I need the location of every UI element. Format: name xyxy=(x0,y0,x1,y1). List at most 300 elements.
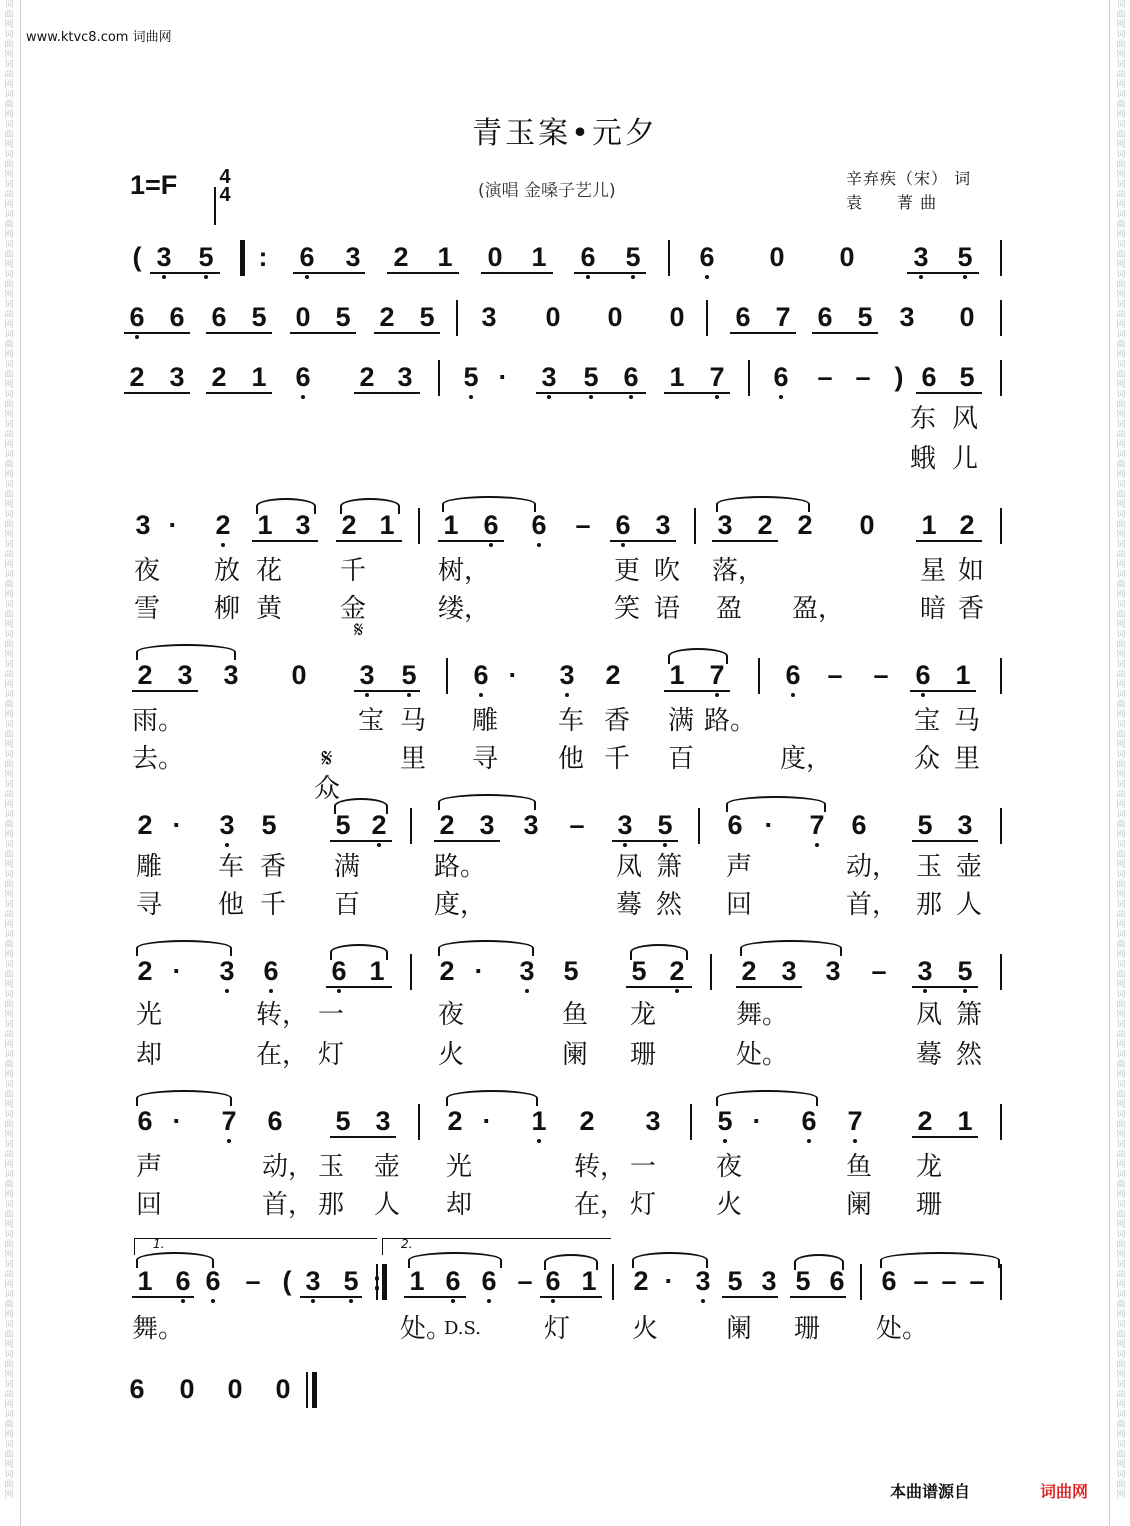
note: 6 xyxy=(124,302,150,332)
beam xyxy=(124,392,190,394)
note: – xyxy=(245,1266,261,1296)
lyric: 柳 xyxy=(213,594,240,624)
barline xyxy=(418,508,420,544)
note: 5 xyxy=(652,810,678,840)
slur xyxy=(630,944,688,960)
barline xyxy=(706,300,708,336)
beam xyxy=(387,272,459,274)
volta-2-label: 2. xyxy=(401,1237,413,1251)
lyric: 声 xyxy=(725,852,752,882)
barline xyxy=(698,808,700,844)
lyric: 去。 xyxy=(132,744,185,774)
note: 0 xyxy=(769,242,785,272)
time-top: 4 xyxy=(219,166,231,188)
barline xyxy=(410,954,412,990)
note: 1 xyxy=(669,362,685,392)
lyric: 盈 xyxy=(715,594,742,624)
slur xyxy=(442,496,536,512)
barline xyxy=(438,360,440,396)
lyric: 人 xyxy=(955,890,982,920)
lyric: 香 xyxy=(259,852,286,882)
lyric: 箫 xyxy=(955,1000,982,1030)
note: 3 xyxy=(655,510,671,540)
note: 7 xyxy=(775,302,791,332)
note: – xyxy=(517,1266,533,1296)
barline xyxy=(860,1264,862,1300)
note: 6 xyxy=(618,362,644,392)
note: 3 xyxy=(214,956,240,986)
note: 6 xyxy=(326,956,352,986)
lyric: 千 xyxy=(603,744,630,774)
note: 1 xyxy=(437,242,453,272)
lyric: 火 xyxy=(715,1190,742,1220)
barline xyxy=(1000,300,1002,336)
lyric: 他 xyxy=(557,744,584,774)
lyric: 然 xyxy=(655,890,682,920)
lyricist-credit: 辛弃疾（宋） 词 xyxy=(846,169,972,188)
beam xyxy=(290,332,356,334)
lyric: 众 xyxy=(913,744,940,774)
barline xyxy=(410,808,412,844)
note: 6 xyxy=(851,810,867,840)
lyric: 人 xyxy=(373,1190,400,1220)
barline xyxy=(748,360,750,396)
beam xyxy=(330,840,392,842)
note: 3 xyxy=(761,1266,777,1296)
beam xyxy=(790,1296,846,1298)
lyric: 雕 xyxy=(135,852,162,882)
note: 6 xyxy=(200,1266,226,1296)
lyric: 路。 xyxy=(434,852,487,882)
note: 6 xyxy=(610,510,636,540)
time-bottom: 4 xyxy=(219,184,231,206)
beam xyxy=(330,1136,396,1138)
note: 3 xyxy=(345,242,361,272)
note: 2 xyxy=(137,810,153,840)
segno-sign: 𝄋 xyxy=(354,618,364,643)
key-signature: 1=F xyxy=(130,170,178,200)
note: 6 xyxy=(129,1374,145,1404)
note: 3 xyxy=(912,956,938,986)
lyric: 处。 xyxy=(876,1314,929,1344)
note: 2 xyxy=(757,510,773,540)
slur xyxy=(136,1252,214,1268)
lyric: 语 xyxy=(653,594,680,624)
note: 1 xyxy=(526,1106,552,1136)
note: 1 xyxy=(443,510,459,540)
lyric: 千 xyxy=(259,890,286,920)
barline xyxy=(446,658,448,694)
slur xyxy=(446,1090,538,1106)
lyric: 凤 xyxy=(615,852,642,882)
lyric: 却 xyxy=(445,1190,472,1220)
lyric: 车 xyxy=(217,852,244,882)
note: 3 xyxy=(899,302,915,332)
beam xyxy=(434,840,500,842)
site-url: www.ktvc8.com 词曲网 xyxy=(26,30,172,45)
lyric: 动， xyxy=(262,1152,315,1182)
note: – xyxy=(575,510,591,540)
note: 0 xyxy=(295,302,311,332)
note: 2 xyxy=(605,660,621,690)
note: 2 xyxy=(447,1106,463,1136)
slur xyxy=(880,1252,1000,1268)
slur xyxy=(438,940,534,956)
note: 6 xyxy=(910,660,936,690)
note: 6 xyxy=(476,1266,502,1296)
note: · xyxy=(172,1106,182,1136)
note: 5 xyxy=(952,956,978,986)
note: 5 xyxy=(620,242,646,272)
lyric: 凤 xyxy=(915,1000,942,1030)
lyric: 箫 xyxy=(655,852,682,882)
slur xyxy=(330,944,388,960)
lyric: 那 xyxy=(317,1190,344,1220)
lyric: 灯 xyxy=(543,1314,570,1344)
lyric: 满 xyxy=(667,706,694,736)
lyric: 路。 xyxy=(704,706,757,736)
beam xyxy=(626,986,692,988)
slur xyxy=(334,798,388,814)
note: 3 xyxy=(481,302,497,332)
lyric: 珊 xyxy=(793,1314,820,1344)
note: 5 xyxy=(261,810,277,840)
beam xyxy=(574,272,646,274)
lyric: 舞。 xyxy=(132,1314,185,1344)
lyric: 马 xyxy=(953,706,980,736)
note: 6 xyxy=(526,510,552,540)
note: 5 xyxy=(335,302,351,332)
beam xyxy=(354,690,420,692)
beam xyxy=(374,332,440,334)
note: 6 xyxy=(258,956,284,986)
slur xyxy=(632,1252,708,1268)
note: – xyxy=(941,1266,957,1296)
note: 3 xyxy=(717,510,733,540)
note: 6 xyxy=(294,242,320,272)
note: 7 xyxy=(216,1106,242,1136)
note: 5 xyxy=(335,1106,351,1136)
note: 3 xyxy=(514,956,540,986)
note: 1 xyxy=(379,510,395,540)
lyric: 里 xyxy=(953,744,980,774)
note: 5 xyxy=(959,362,975,392)
note: 5 xyxy=(631,956,647,986)
beam xyxy=(206,392,272,394)
beam xyxy=(812,332,878,334)
barline xyxy=(1000,1104,1002,1140)
note: – xyxy=(969,1266,985,1296)
lyric: 更 xyxy=(613,556,640,586)
lyric: 笑 xyxy=(613,594,640,624)
lyric: 蓦 xyxy=(615,890,642,920)
lyric: 阑 xyxy=(725,1314,752,1344)
slur xyxy=(726,796,826,812)
note: 0 xyxy=(859,510,875,540)
lyric: 香 xyxy=(603,706,630,736)
note: 1 xyxy=(257,510,273,540)
lyric: 灯 xyxy=(629,1190,656,1220)
note: 5 xyxy=(419,302,435,332)
barline xyxy=(382,1264,387,1300)
slur xyxy=(256,498,316,514)
note: 3 xyxy=(690,1266,716,1296)
beam xyxy=(536,392,646,394)
barline xyxy=(758,658,760,694)
note: – xyxy=(913,1266,929,1296)
slur xyxy=(340,498,400,514)
note: 6 xyxy=(575,242,601,272)
lyric: 处。 xyxy=(400,1314,453,1344)
note: 2 xyxy=(959,510,975,540)
beam xyxy=(712,540,778,542)
slur xyxy=(794,1254,844,1270)
beam xyxy=(354,392,420,394)
note: – xyxy=(871,956,887,986)
slur xyxy=(716,1090,818,1106)
note: 2 xyxy=(797,510,813,540)
beam xyxy=(300,1296,362,1298)
note: 6 xyxy=(921,362,937,392)
lyric: 里 xyxy=(399,744,426,774)
note: 3 xyxy=(612,810,638,840)
note: · xyxy=(168,510,178,540)
note: · xyxy=(474,956,484,986)
lyric: 珊 xyxy=(915,1190,942,1220)
note: 3 xyxy=(375,1106,391,1136)
dal-segno: D.S. xyxy=(444,1318,481,1339)
beam xyxy=(610,540,676,542)
lyric: 阑 xyxy=(561,1040,588,1070)
beam xyxy=(912,840,978,842)
beam xyxy=(664,392,730,394)
lyric: 度， xyxy=(434,890,487,920)
beam xyxy=(912,1136,978,1138)
slur xyxy=(136,940,232,956)
barline xyxy=(306,1372,308,1408)
lyric: 度， xyxy=(780,744,833,774)
beam xyxy=(916,392,982,394)
note: 0 xyxy=(669,302,685,332)
note: 2 xyxy=(439,810,455,840)
lyric: 风 xyxy=(951,404,978,434)
note: – xyxy=(873,660,889,690)
lyric: 寻 xyxy=(471,744,498,774)
note: 6 xyxy=(290,362,316,392)
lyric: 落， xyxy=(712,556,765,586)
note: 2 xyxy=(137,956,153,986)
lyric: 蛾 xyxy=(909,444,936,474)
note: 3 xyxy=(214,810,240,840)
lyric: 儿 xyxy=(951,444,978,474)
note: 5 xyxy=(578,362,604,392)
note: 0 xyxy=(227,1374,243,1404)
note: 2 xyxy=(359,362,375,392)
note: ( xyxy=(132,242,142,272)
lyric: 香 xyxy=(957,594,984,624)
note: · xyxy=(498,362,508,392)
note: 3 xyxy=(523,810,539,840)
beam xyxy=(730,332,796,334)
note: · xyxy=(482,1106,492,1136)
volta-2 xyxy=(382,1238,611,1255)
note: 6 xyxy=(727,810,743,840)
note: 6 xyxy=(829,1266,845,1296)
note: 0 xyxy=(179,1374,195,1404)
note: 3 xyxy=(300,1266,326,1296)
lyric: 雨。 xyxy=(132,706,185,736)
lyric: 宝 xyxy=(913,706,940,736)
note: 6 xyxy=(768,362,794,392)
lyric: 一 xyxy=(629,1152,656,1182)
note: 6 xyxy=(817,302,833,332)
note: 3 xyxy=(169,362,185,392)
left-watermark-strip: 词曲网词曲网词曲网词曲网词曲网词曲网词曲网词曲网词曲网词曲网词曲网词曲网词曲网词曲网词曲网词曲网词曲网词曲网词曲网词曲网词曲网词曲网词曲网词曲网词曲网词曲网词曲网词曲网词曲网词曲网词曲网词曲网词曲网词曲网词曲网词曲网词曲网词曲网词曲网词曲网词曲网词曲网词曲网词曲网词曲网词曲网词曲网词曲网词曲网词曲网 xyxy=(4,0,14,1500)
beam xyxy=(124,332,190,334)
lyric: 光 xyxy=(135,1000,162,1030)
lyric: 珊 xyxy=(629,1040,656,1070)
note: 2 xyxy=(211,362,227,392)
barline xyxy=(612,1264,614,1300)
lyric: 宝 xyxy=(357,706,384,736)
note: 0 xyxy=(959,302,975,332)
note: 2 xyxy=(137,660,153,690)
note: · xyxy=(172,956,182,986)
note: ) xyxy=(894,362,904,392)
beam xyxy=(481,272,553,274)
note: 2 xyxy=(579,1106,595,1136)
lyric: 东 xyxy=(909,404,936,434)
note: 5 xyxy=(795,1266,811,1296)
note: 6 xyxy=(267,1106,283,1136)
lyric: 却 xyxy=(135,1040,162,1070)
lyric: 吹 xyxy=(653,556,680,586)
barline xyxy=(1000,360,1002,396)
slur xyxy=(716,496,810,512)
slur xyxy=(136,1090,232,1106)
barline xyxy=(1000,808,1002,844)
note: 3 xyxy=(177,660,193,690)
composer-credit: 袁 菁 曲 xyxy=(846,193,938,212)
note: 5 xyxy=(396,660,422,690)
lyric: 缕， xyxy=(438,594,491,624)
note: 0 xyxy=(487,242,503,272)
note: 5 xyxy=(193,242,219,272)
lyric: 雕 xyxy=(471,706,498,736)
beam xyxy=(916,540,982,542)
lyric: 蓦 xyxy=(915,1040,942,1070)
note: 0 xyxy=(275,1374,291,1404)
lyric: 火 xyxy=(631,1314,658,1344)
note: 1 xyxy=(955,660,971,690)
note: 0 xyxy=(607,302,623,332)
note: · xyxy=(752,1106,762,1136)
note: 2 xyxy=(366,810,392,840)
note: 2 xyxy=(439,956,455,986)
note: 3 xyxy=(825,956,841,986)
note: 3 xyxy=(645,1106,661,1136)
beam xyxy=(736,986,802,988)
lyric: 阑 xyxy=(845,1190,872,1220)
barline xyxy=(418,1104,420,1140)
note: – xyxy=(817,362,833,392)
note: 6 xyxy=(796,1106,822,1136)
barline xyxy=(1000,658,1002,694)
note: 2 xyxy=(379,302,395,332)
barline xyxy=(668,240,670,276)
note: 3 xyxy=(479,810,495,840)
note: 1 xyxy=(251,362,267,392)
lyric: 寻 xyxy=(135,890,162,920)
note: 6 xyxy=(540,1266,566,1296)
lyric: 马 xyxy=(399,706,426,736)
note: · xyxy=(764,810,774,840)
lyric: 首， xyxy=(262,1190,315,1220)
note: 2 xyxy=(664,956,690,986)
note: 5 xyxy=(251,302,267,332)
note: 6 xyxy=(478,510,504,540)
lyric: 𝄋众 xyxy=(313,744,340,804)
note: 5 xyxy=(458,362,484,392)
barline xyxy=(1000,240,1002,276)
note: 6 xyxy=(735,302,751,332)
beam xyxy=(252,540,318,542)
right-margin-rule xyxy=(1109,0,1110,1526)
lyric: 如 xyxy=(957,556,984,586)
note: 7 xyxy=(704,362,730,392)
note: 2 xyxy=(129,362,145,392)
barline xyxy=(710,954,712,990)
note: 0 xyxy=(291,660,307,690)
lyric: 黄 xyxy=(255,594,282,624)
note: 2 xyxy=(917,1106,933,1136)
note: – xyxy=(827,660,843,690)
note: 7 xyxy=(704,660,730,690)
note: 3 xyxy=(536,362,562,392)
lyric: 鱼 xyxy=(845,1152,872,1182)
note: 0 xyxy=(545,302,561,332)
lyric: 回 xyxy=(725,890,752,920)
lyric: 满 xyxy=(333,852,360,882)
barline xyxy=(1000,1264,1002,1300)
song-title: 青玉案•元夕 xyxy=(472,116,658,151)
note: 3 xyxy=(151,242,177,272)
note: 1 xyxy=(581,1266,597,1296)
lyric: 转， xyxy=(574,1152,627,1182)
note: 3 xyxy=(295,510,311,540)
lyric: 百 xyxy=(333,890,360,920)
lyric: 声 xyxy=(135,1152,162,1182)
note: 6 xyxy=(881,1266,897,1296)
lyric: 灯 xyxy=(317,1040,344,1070)
note: 5 xyxy=(952,242,978,272)
lyric: 玉 xyxy=(317,1152,344,1182)
beam xyxy=(612,840,678,842)
barline xyxy=(1000,954,1002,990)
lyric: 回 xyxy=(135,1190,162,1220)
note: 3 xyxy=(223,660,239,690)
beam xyxy=(206,332,272,334)
note: : xyxy=(372,1266,382,1296)
beam xyxy=(907,272,979,274)
time-signature xyxy=(214,168,236,204)
lyric: 舞。 xyxy=(736,1000,789,1030)
barline xyxy=(312,1372,317,1408)
beam xyxy=(326,986,392,988)
lyric: 花 xyxy=(255,556,282,586)
note: 5 xyxy=(727,1266,743,1296)
note: 3 xyxy=(554,660,580,690)
